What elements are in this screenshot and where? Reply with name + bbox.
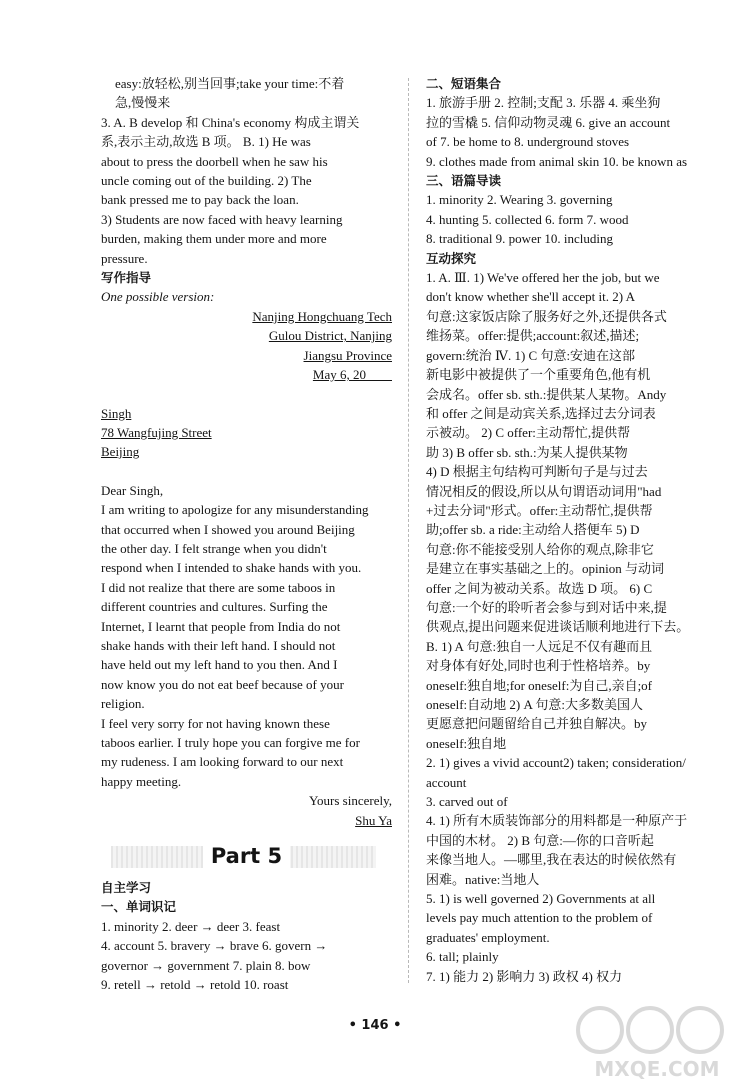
page-number: • 146 • <box>348 1018 402 1033</box>
explore-answer-5: 5. 1) is well governed 2) Governments at all levels pay much attention to the problem of graduates' employment. <box>426 891 656 945</box>
possible-version-label: One possible version: <box>101 289 215 305</box>
vocab-line: 1. minority 2. deer → deer 3. feast <box>101 918 281 934</box>
explore-answer-3: 3. carved out of <box>426 794 508 810</box>
phrase-heading: 二、短语集合 <box>426 76 502 91</box>
reading-answers: 1. minority 2. Wearing 3. governing 4. hunting 5. collected 6. form 7. wood 8. traditional 9. power 10. including <box>426 192 629 247</box>
explore-answer-1: 1. A. Ⅲ. 1) We've offered her the job, but we don't know whether she'll accept it. 2) A 句意:这家饭店除了服务好之外,还提供各式 维扬菜。offer:提供;account:叙述,描述; govern:统治 Ⅳ. 1) C 句意:安迪在这部 新电影中被提供了一个重要角色,他有机 会成名。offer sb. sth.:提供某人某物。Andy 和 offer 之间是动宾关系,选择过去分词表 示被动。 2) C offer:主动帮忙,提供帮 助 3) B offer sb. sth.:为某人提供某物 4) D 根据主句结构可判断句子是与过去 情况相反的假设,所以从句谓语动词用"had +过去分词"形式。offer:主动帮忙,提供帮 助;offer sb. a ride:主动给人搭便车 5) D 句意:你不能接受别人给你的观点,除非它 是建立在事实基础之上的。opinion 与动词 offer 之间为被动关系。故选 D 项。 6) C 句意:一个好的聆听者会参与到对话中来,提 供观点,提出问题来促进谈话顺利地进行下去。 B. 1) A 句意:独自一人远足不仅有趣而且 对身体有好处,同时也利于性格培养。by oneself:独自地;for oneself:为自己,亲自;of oneself:自动地 2) A 句意:大多数美国人 更愿意把问题留给自己并独自解决。by oneself:独自地 <box>426 270 690 751</box>
explore-answer-2: 2. 1) gives a vivid account2) taken; consideration/ account <box>426 755 686 790</box>
vocab-line: 4. account 5. bravery → brave 6. govern → <box>101 938 328 954</box>
watermark-logo <box>572 1000 742 1082</box>
part-banner <box>101 836 392 876</box>
vocab-line: 9. retell → retold → retold 10. roast <box>101 977 289 993</box>
sender-address-line: Jiangsu Province <box>303 347 392 363</box>
vocab-heading: 一、单词识记 <box>101 899 177 915</box>
letter-salutation: Dear Singh, <box>101 482 164 498</box>
explore-answer-6: 6. tall; plainly <box>426 949 499 965</box>
answer-continuation: easy:放轻松,别当回事;take your time:不着 急,慢慢来 <box>115 76 345 111</box>
self-study-heading: 自主学习 <box>101 880 152 896</box>
phrase-answers: 1. 旅游手册 2. 控制;支配 3. 乐器 4. 乘坐狗 拉的雪橇 5. 信仰动物灵魂 6. give an account of 7. be home to 8. underground stoves 9. clothes made from animal skin 10. be known as <box>426 95 688 169</box>
sender-address-line: Gulou District, Nanjing <box>268 328 392 344</box>
letter-closing: Yours sincerely, <box>308 793 392 809</box>
vocab-line: governor → government 7. plain 8. bow <box>101 957 311 973</box>
column-divider <box>408 78 409 983</box>
recipient-line: Beijing <box>101 444 140 460</box>
left-column <box>101 74 392 994</box>
right-column <box>426 74 715 986</box>
answer-3: 3. A. B develop 和 China's economy 构成主谓关 系,表示主动,故选 B 项。 B. 1) He was about to press the doorbell when he saw his uncle coming out of the building. 2) The bank pressed me to pay back the loan. 3) Students are now faced with heavy learning burden, making them under more and more pressure. <box>101 114 360 266</box>
sender-address <box>101 307 392 385</box>
writing-heading: 写作指导 <box>101 270 152 286</box>
recipient-line: Singh <box>101 405 132 421</box>
part-title: Part 5 <box>101 838 392 874</box>
watermark-text: MXQE.COM <box>594 1057 720 1081</box>
recipient-address <box>101 404 392 462</box>
reading-heading: 三、语篇导读 <box>426 173 502 189</box>
explore-answer-4: 4. 1) 所有木质装饰部分的用料都是一种原产于 中国的木材。 2) B 句意:—你的口音听起 来像当地人。—哪里,我在表达的时候依然有 困难。native:当地人 <box>426 813 688 887</box>
explore-heading: 互动探究 <box>426 250 477 266</box>
letter-paragraph-1: I am writing to apologize for any misunderstanding that occurred when I showed you around Beijing the other day. I felt strange when you didn't respond when I intended to shake hands with you. I did not realize that there are some taboos in different countries and cultures. Surfing the Internet, I learnt that people from India do not shake hands with their left hand. I should not have held out my left hand to you then. And I now know you do not eat beef because of your religion. <box>101 502 369 712</box>
explore-answer-7: 7. 1) 能力 2) 影响力 3) 政权 4) 权力 <box>426 968 623 984</box>
letter-paragraph-2: I feel very sorry for not having known these taboos earlier. I truly hope you can forgive me for my rudeness. I am looking forward to our next happy meeting. <box>101 715 360 789</box>
letter-date: May 6, 20＿＿ <box>312 367 392 383</box>
letter-signature: Shu Ya <box>355 812 392 828</box>
sender-address-line: Nanjing Hongchuang Tech <box>252 308 392 324</box>
recipient-line: 78 Wangfujing Street <box>101 424 212 440</box>
